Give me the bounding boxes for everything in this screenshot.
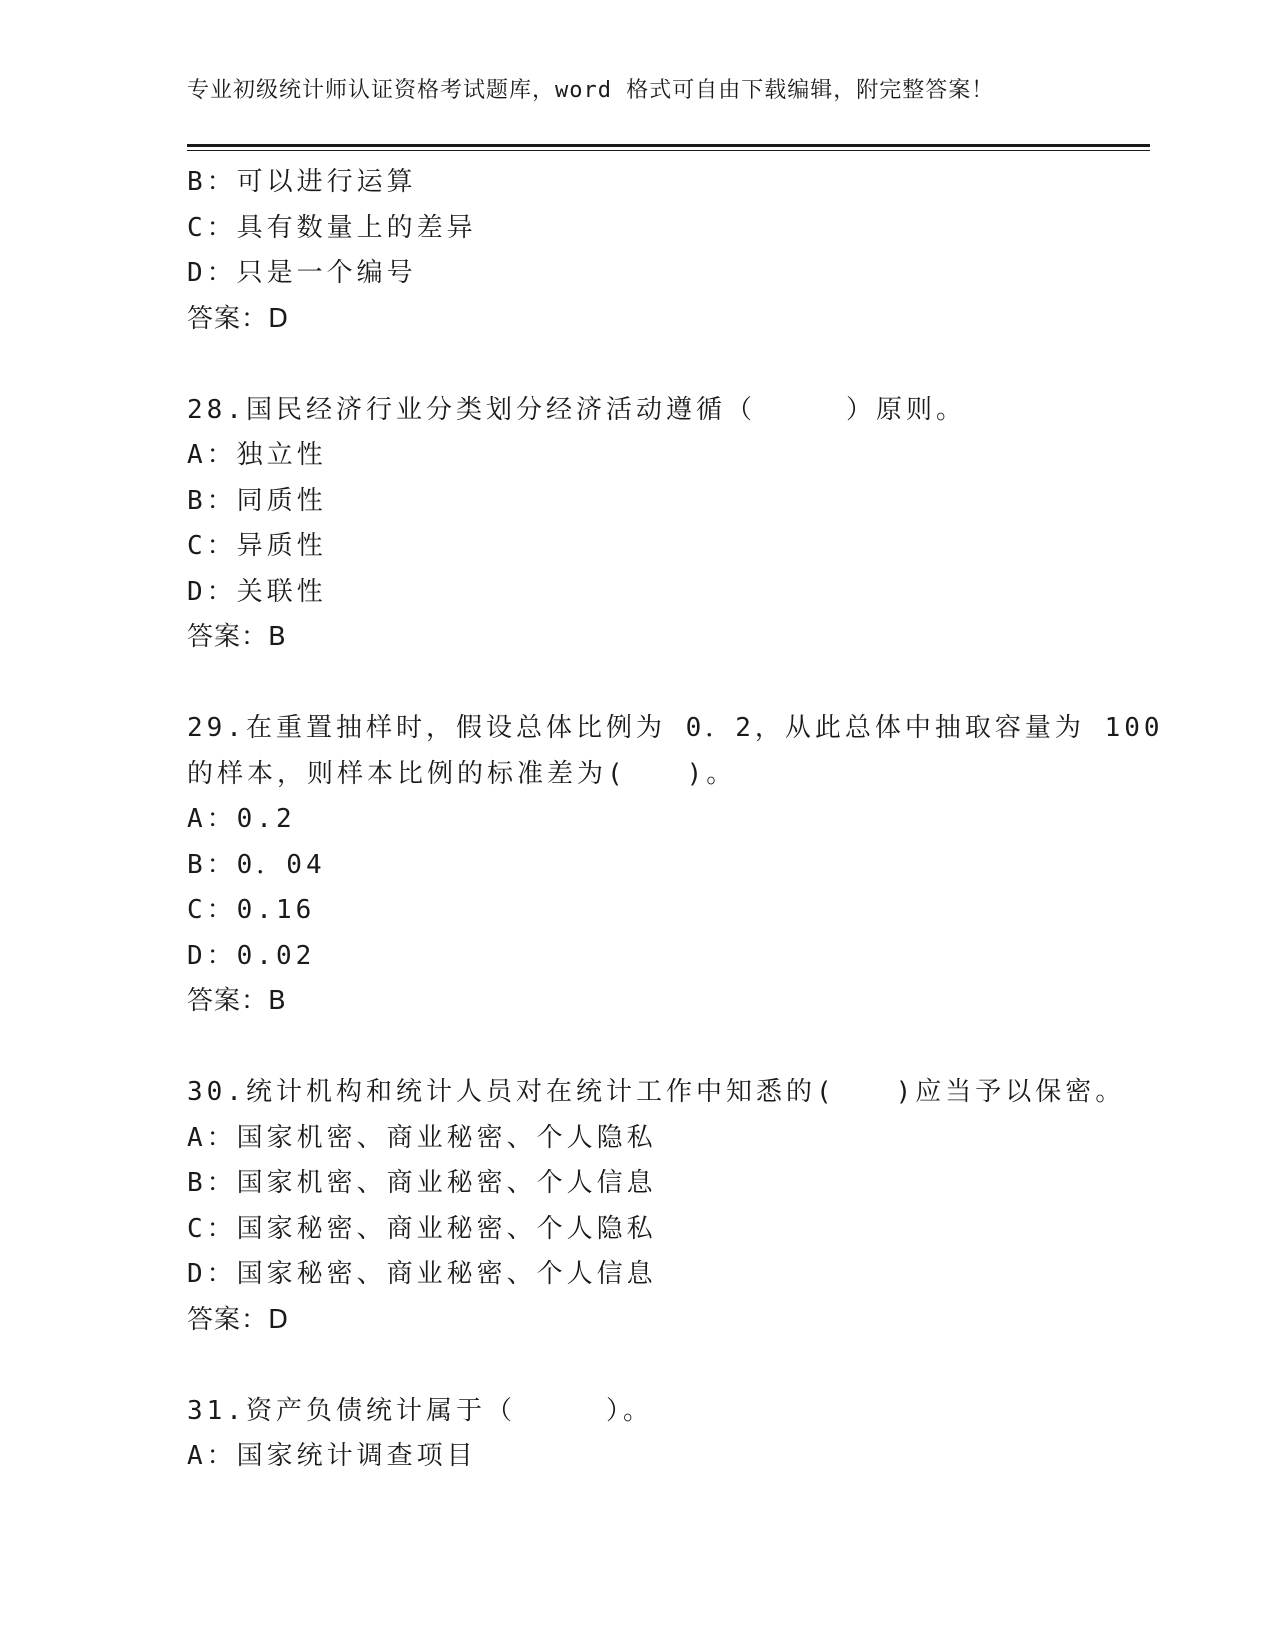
answer-line: 答案：D [187,1304,290,1335]
option-line: B：同质性 [187,485,327,516]
question-block-31 [187,1389,1087,1480]
question-block-29 [187,706,1164,1025]
option-line: A：国家统计调查项目 [187,1441,477,1471]
option-line: C：0.16 [187,895,316,925]
question-stem: 28.国民经济行业分类划分经济活动遵循（ ）原则。 [187,394,966,425]
option-line: D：国家秘密、商业秘密、个人信息 [187,1259,657,1289]
option-line: C：异质性 [187,531,327,561]
question-stem-continued: 的样本，则样本比例的标准差为( )。 [187,758,737,789]
block-spacer [187,1343,1087,1389]
option-line: A：国家机密、商业秘密、个人隐私 [187,1122,657,1153]
option-line: D：关联性 [187,576,327,607]
header-rule-thin [187,150,1150,151]
answer-line: 答案：B [187,622,287,652]
option-line: C：具有数量上的差异 [187,212,477,243]
question-stem: 31.资产负债统计属于（ ）。 [187,1395,653,1426]
header-rule-thick [187,144,1150,147]
question-block-28 [187,388,1087,661]
option-line: B：国家机密、商业秘密、个人信息 [187,1168,657,1198]
option-line: A：独立性 [187,440,327,470]
block-spacer [187,661,1087,707]
answer-line: 答案：D [187,303,290,334]
option-line: A：0.2 [187,804,296,834]
option-line: D：只是一个编号 [187,258,417,288]
block-spacer [187,342,1087,388]
block-spacer [187,1025,1087,1071]
question-content [187,160,1164,1480]
question-stem: 29.在重置抽样时，假设总体比例为 0．2，从此总体中抽取容量为 100 [187,713,1164,743]
option-line: C：国家秘密、商业秘密、个人隐私 [187,1213,657,1244]
question-stem: 30.统计机构和统计人员对在统计工作中知悉的( )应当予以保密。 [187,1077,1126,1107]
question-block-27 [187,160,1087,342]
page-header: 专业初级统计师认证资格考试题库，word 格式可自由下载编辑，附完整答案！ [187,78,995,103]
answer-line: 答案：B [187,986,287,1016]
question-block-30 [187,1070,1126,1343]
option-line: D：0.02 [187,940,316,971]
option-line: B：可以进行运算 [187,167,417,197]
option-line: B：0．04 [187,849,326,880]
